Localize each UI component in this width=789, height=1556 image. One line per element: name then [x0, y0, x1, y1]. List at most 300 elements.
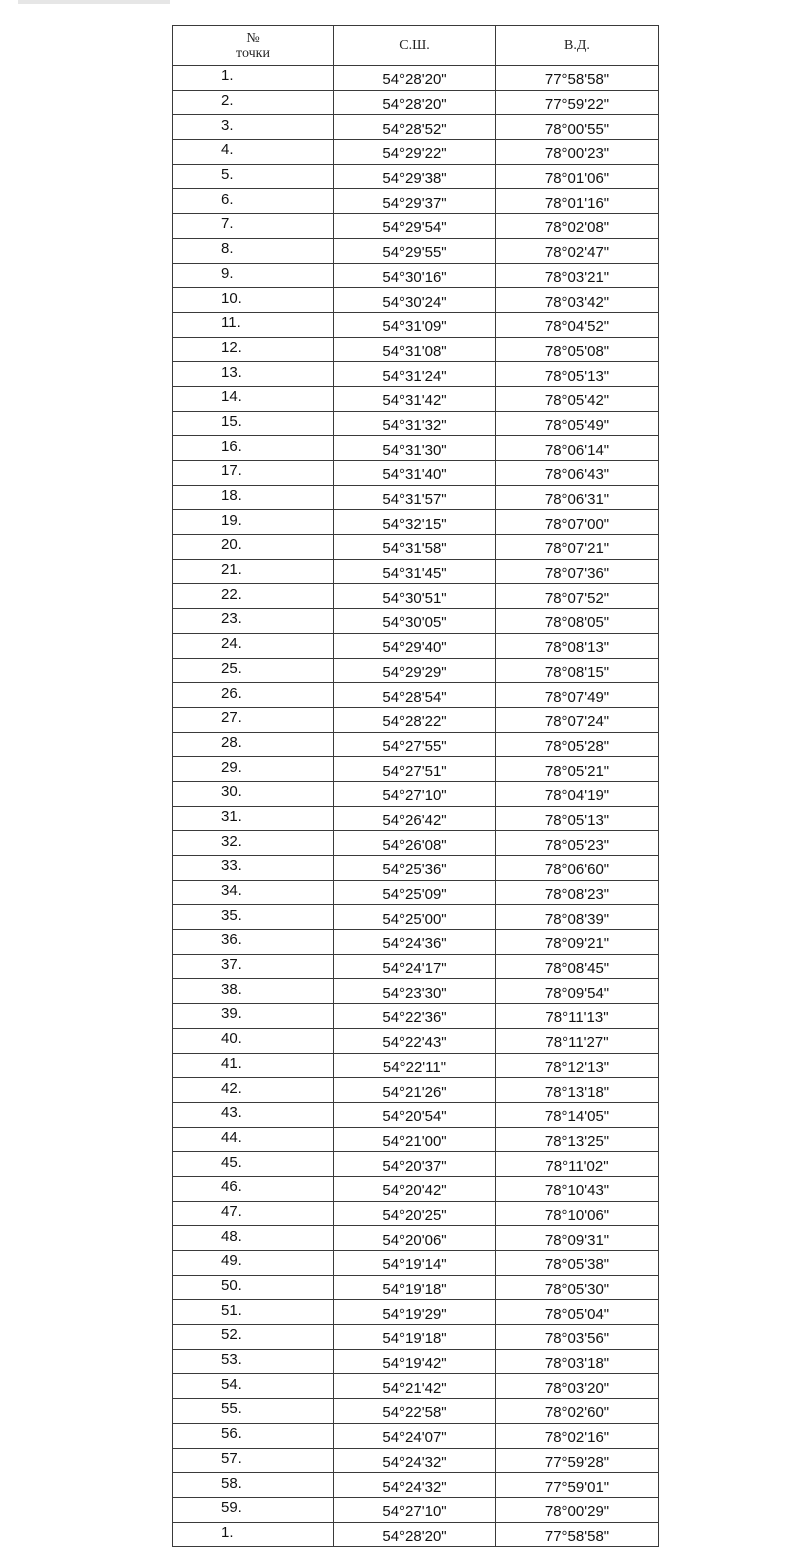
latitude-cell-text: 54°31'42" — [382, 392, 447, 410]
longitude-cell-text: 78°12'13" — [544, 1058, 610, 1076]
point-number-cell — [173, 485, 334, 510]
longitude-cell-text: 77°58'58" — [544, 1527, 610, 1545]
longitude-cell — [496, 707, 659, 732]
latitude-cell-text: 54°29'29" — [382, 663, 447, 681]
latitude-cell-text: 54°29'54" — [382, 219, 447, 237]
latitude-cell-text: 54°20'54" — [382, 1108, 447, 1126]
longitude-cell — [496, 757, 659, 782]
latitude-cell — [334, 1522, 496, 1547]
point-number-cell — [173, 757, 334, 782]
table-row — [173, 362, 659, 387]
latitude-cell — [334, 880, 496, 905]
table-row — [173, 905, 659, 930]
table-row — [173, 1251, 659, 1276]
latitude-cell — [334, 584, 496, 609]
latitude-cell-text: 54°28'54" — [382, 688, 447, 706]
point-number-cell — [173, 1399, 334, 1424]
point-number-cell — [173, 1275, 334, 1300]
point-number-cell — [173, 1102, 334, 1127]
latitude-cell — [334, 66, 496, 91]
longitude-cell-text: 78°08'15" — [544, 663, 610, 681]
longitude-cell — [496, 1399, 659, 1424]
table-row — [173, 1201, 659, 1226]
latitude-cell — [334, 337, 496, 362]
longitude-cell-text: 78°02'60" — [544, 1404, 610, 1422]
latitude-cell — [334, 658, 496, 683]
longitude-cell — [496, 683, 659, 708]
point-number-cell-text: 55. — [221, 1400, 242, 1418]
latitude-cell-text: 54°19'42" — [382, 1355, 447, 1373]
point-number-cell — [173, 1251, 334, 1276]
latitude-cell — [334, 535, 496, 560]
longitude-cell-text: 78°10'43" — [544, 1182, 610, 1200]
longitude-cell — [496, 732, 659, 757]
latitude-cell — [334, 115, 496, 140]
latitude-cell — [334, 559, 496, 584]
point-number-cell — [173, 1448, 334, 1473]
longitude-cell — [496, 856, 659, 881]
table-row — [173, 263, 659, 288]
longitude-cell-text: 78°06'31" — [544, 491, 610, 509]
latitude-cell-text: 54°29'55" — [382, 244, 447, 262]
latitude-cell-text: 54°31'40" — [382, 466, 447, 484]
longitude-cell-text: 78°08'39" — [544, 910, 610, 928]
latitude-cell — [334, 510, 496, 535]
table-row — [173, 781, 659, 806]
point-number-cell-text: 5. — [221, 166, 234, 184]
point-number-cell-text: 43. — [221, 1104, 242, 1122]
point-number-cell — [173, 510, 334, 535]
point-number-cell — [173, 535, 334, 560]
longitude-cell-text: 78°07'21" — [544, 540, 610, 558]
point-number-cell-text: 34. — [221, 882, 242, 900]
latitude-cell — [334, 1201, 496, 1226]
latitude-cell-text: 54°24'07" — [382, 1429, 447, 1447]
latitude-cell — [334, 1004, 496, 1029]
latitude-cell — [334, 1325, 496, 1350]
longitude-cell-text: 78°07'49" — [544, 688, 610, 706]
point-number-cell-text: 58. — [221, 1474, 242, 1492]
longitude-cell-text: 78°05'23" — [544, 836, 610, 854]
latitude-cell-text: 54°21'42" — [382, 1379, 447, 1397]
table-row — [173, 1423, 659, 1448]
latitude-cell-text: 54°29'40" — [382, 639, 447, 657]
longitude-cell — [496, 658, 659, 683]
point-number-cell — [173, 1325, 334, 1350]
table-row — [173, 1226, 659, 1251]
latitude-cell — [334, 263, 496, 288]
longitude-cell — [496, 880, 659, 905]
longitude-cell — [496, 189, 659, 214]
point-number-cell — [173, 979, 334, 1004]
longitude-cell-text: 78°08'05" — [544, 614, 610, 632]
latitude-cell-text: 54°30'16" — [382, 268, 447, 286]
longitude-cell-text: 78°07'00" — [544, 515, 610, 533]
longitude-cell — [496, 1349, 659, 1374]
point-number-cell-text: 30. — [221, 783, 242, 801]
longitude-cell — [496, 1448, 659, 1473]
point-number-cell-text: 1. — [221, 67, 234, 85]
point-number-cell-text: 18. — [221, 487, 242, 505]
point-number-cell-text: 51. — [221, 1301, 242, 1319]
point-number-cell-text: 38. — [221, 980, 242, 998]
point-number-cell-text: 48. — [221, 1227, 242, 1245]
longitude-cell — [496, 930, 659, 955]
latitude-cell — [334, 1102, 496, 1127]
point-number-cell-text: 2. — [221, 92, 234, 110]
table-row — [173, 164, 659, 189]
point-number-cell — [173, 880, 334, 905]
longitude-cell — [496, 584, 659, 609]
latitude-cell — [334, 411, 496, 436]
latitude-cell-text: 54°22'11" — [382, 1058, 447, 1076]
longitude-cell — [496, 831, 659, 856]
longitude-cell — [496, 1102, 659, 1127]
longitude-cell-text: 78°05'28" — [544, 737, 610, 755]
point-number-cell-text: 33. — [221, 857, 242, 875]
point-number-cell-text: 39. — [221, 1005, 242, 1023]
longitude-cell-text: 78°03'18" — [544, 1355, 610, 1373]
point-number-cell — [173, 609, 334, 634]
latitude-cell — [334, 164, 496, 189]
latitude-cell-text: 54°28'52" — [382, 120, 447, 138]
longitude-cell — [496, 115, 659, 140]
latitude-cell-text: 54°28'20" — [382, 1527, 447, 1545]
longitude-cell-text: 78°02'08" — [544, 219, 610, 237]
point-number-cell — [173, 1152, 334, 1177]
longitude-cell — [496, 905, 659, 930]
point-number-cell — [173, 386, 334, 411]
point-number-cell — [173, 1300, 334, 1325]
longitude-cell-text: 77°58'58" — [544, 71, 610, 89]
table-row — [173, 1275, 659, 1300]
longitude-cell — [496, 1374, 659, 1399]
point-number-cell-text: 12. — [221, 338, 242, 356]
table-row — [173, 1004, 659, 1029]
point-number-cell — [173, 1028, 334, 1053]
longitude-cell — [496, 1522, 659, 1547]
latitude-cell-text: 54°20'42" — [382, 1182, 447, 1200]
point-number-cell — [173, 1497, 334, 1522]
longitude-cell-text: 78°00'23" — [544, 145, 610, 163]
longitude-cell — [496, 461, 659, 486]
point-number-cell — [173, 683, 334, 708]
latitude-cell — [334, 1448, 496, 1473]
longitude-cell-text: 78°03'20" — [544, 1379, 610, 1397]
longitude-cell-text: 78°04'52" — [544, 318, 610, 336]
point-number-cell — [173, 658, 334, 683]
latitude-cell-text: 54°31'24" — [382, 367, 447, 385]
point-number-cell-text: 26. — [221, 684, 242, 702]
point-number-cell — [173, 806, 334, 831]
point-number-cell-text: 36. — [221, 931, 242, 949]
longitude-cell-text: 78°08'45" — [544, 960, 610, 978]
longitude-cell — [496, 1423, 659, 1448]
table-row — [173, 757, 659, 782]
latitude-cell-text: 54°30'05" — [382, 614, 447, 632]
latitude-cell — [334, 609, 496, 634]
latitude-cell-text: 54°28'22" — [382, 713, 447, 731]
longitude-cell — [496, 1325, 659, 1350]
latitude-cell — [334, 856, 496, 881]
point-number-cell — [173, 1201, 334, 1226]
longitude-cell-text: 78°04'19" — [544, 787, 610, 805]
point-number-cell-text: 44. — [221, 1128, 242, 1146]
point-number-cell — [173, 954, 334, 979]
table-row — [173, 856, 659, 881]
table-row — [173, 485, 659, 510]
longitude-cell — [496, 535, 659, 560]
latitude-cell-text: 54°29'37" — [382, 194, 447, 212]
point-number-cell — [173, 436, 334, 461]
latitude-cell-text: 54°31'45" — [382, 565, 447, 583]
point-number-cell — [173, 633, 334, 658]
point-number-cell — [173, 214, 334, 239]
latitude-cell — [334, 1078, 496, 1103]
longitude-cell — [496, 1127, 659, 1152]
longitude-cell-text: 78°02'47" — [544, 244, 610, 262]
table-row — [173, 954, 659, 979]
latitude-cell — [334, 485, 496, 510]
longitude-cell-text: 78°14'05" — [544, 1108, 610, 1126]
point-number-cell — [173, 1176, 334, 1201]
longitude-cell — [496, 436, 659, 461]
latitude-cell — [334, 683, 496, 708]
latitude-cell-text: 54°21'00" — [382, 1132, 447, 1150]
latitude-cell — [334, 905, 496, 930]
point-number-cell — [173, 411, 334, 436]
point-number-cell-text: 27. — [221, 709, 242, 727]
point-number-cell — [173, 1522, 334, 1547]
point-number-cell — [173, 337, 334, 362]
longitude-cell — [496, 979, 659, 1004]
point-number-cell — [173, 1053, 334, 1078]
point-number-cell-text: 8. — [221, 240, 234, 258]
longitude-cell-text: 78°07'24" — [544, 713, 610, 731]
latitude-cell — [334, 1399, 496, 1424]
latitude-cell-text: 54°31'30" — [382, 441, 447, 459]
latitude-cell — [334, 954, 496, 979]
latitude-cell-text: 54°31'32" — [382, 416, 447, 434]
longitude-cell-text: 78°06'43" — [544, 466, 610, 484]
longitude-cell-text: 78°05'38" — [544, 1256, 610, 1274]
latitude-cell-text: 54°19'18" — [382, 1330, 447, 1348]
latitude-cell — [334, 1176, 496, 1201]
latitude-cell — [334, 1349, 496, 1374]
point-number-cell-text: 25. — [221, 659, 242, 677]
latitude-cell-text: 54°27'10" — [382, 1503, 447, 1521]
point-number-cell — [173, 164, 334, 189]
table-row — [173, 510, 659, 535]
longitude-cell — [496, 1028, 659, 1053]
latitude-cell-text: 54°22'36" — [382, 1009, 447, 1027]
table-row — [173, 1497, 659, 1522]
point-number-cell — [173, 930, 334, 955]
table-row — [173, 411, 659, 436]
table-row — [173, 979, 659, 1004]
table-row — [173, 1028, 659, 1053]
longitude-cell — [496, 1176, 659, 1201]
longitude-cell-text: 78°03'56" — [544, 1330, 610, 1348]
latitude-cell — [334, 1497, 496, 1522]
latitude-cell — [334, 238, 496, 263]
longitude-cell-text: 78°02'16" — [544, 1429, 610, 1447]
latitude-cell — [334, 1300, 496, 1325]
latitude-cell — [334, 140, 496, 165]
table-row — [173, 115, 659, 140]
longitude-cell-text: 78°03'42" — [544, 293, 610, 311]
latitude-cell-text: 54°29'22" — [382, 145, 447, 163]
longitude-cell-text: 78°08'13" — [544, 639, 610, 657]
latitude-cell-text: 54°24'32" — [382, 1453, 447, 1471]
longitude-cell-text: 78°07'36" — [544, 565, 610, 583]
latitude-cell — [334, 781, 496, 806]
table-row — [173, 1176, 659, 1201]
latitude-cell — [334, 362, 496, 387]
point-number-cell — [173, 288, 334, 313]
table-row — [173, 1349, 659, 1374]
point-number-cell — [173, 263, 334, 288]
latitude-cell-text: 54°20'06" — [382, 1231, 447, 1249]
longitude-cell — [496, 1251, 659, 1276]
point-number-cell — [173, 856, 334, 881]
longitude-cell — [496, 263, 659, 288]
point-number-cell — [173, 831, 334, 856]
table-row — [173, 189, 659, 214]
latitude-cell — [334, 732, 496, 757]
table-row — [173, 90, 659, 115]
longitude-cell-text: 78°06'60" — [544, 861, 610, 879]
point-number-cell — [173, 1349, 334, 1374]
table-row — [173, 806, 659, 831]
table-row — [173, 66, 659, 91]
latitude-cell-text: 54°22'43" — [382, 1034, 447, 1052]
table-row — [173, 584, 659, 609]
latitude-cell — [334, 1152, 496, 1177]
point-number-cell — [173, 66, 334, 91]
latitude-cell-text: 54°28'20" — [382, 71, 447, 89]
longitude-cell-text: 78°05'13" — [544, 811, 610, 829]
longitude-cell — [496, 1004, 659, 1029]
point-number-cell-text: 13. — [221, 363, 242, 381]
longitude-cell — [496, 1300, 659, 1325]
latitude-cell-text: 54°19'14" — [382, 1256, 447, 1274]
latitude-cell — [334, 1127, 496, 1152]
point-number-cell-text: 16. — [221, 437, 242, 455]
table-row — [173, 461, 659, 486]
table-row — [173, 1448, 659, 1473]
longitude-cell — [496, 164, 659, 189]
table-row — [173, 609, 659, 634]
longitude-cell — [496, 1497, 659, 1522]
latitude-cell-text: 54°32'15" — [382, 515, 447, 533]
point-number-cell-text: 19. — [221, 511, 242, 529]
table-row — [173, 140, 659, 165]
longitude-cell-text: 78°05'13" — [544, 367, 610, 385]
longitude-cell — [496, 362, 659, 387]
latitude-cell — [334, 979, 496, 1004]
longitude-cell-text: 78°05'21" — [544, 762, 610, 780]
table-row — [173, 1127, 659, 1152]
longitude-cell-text: 78°11'13" — [545, 1009, 609, 1027]
point-number-cell-text: 49. — [221, 1252, 242, 1270]
point-number-cell-text: 15. — [221, 412, 242, 430]
longitude-cell — [496, 633, 659, 658]
table-header-row — [173, 26, 659, 66]
longitude-cell — [496, 1201, 659, 1226]
longitude-cell-text: 78°11'27" — [545, 1034, 609, 1052]
point-number-cell-text: 41. — [221, 1054, 242, 1072]
latitude-cell — [334, 288, 496, 313]
latitude-cell-text: 54°25'00" — [382, 910, 447, 928]
latitude-cell-text: 54°28'20" — [382, 96, 447, 114]
point-number-cell — [173, 1226, 334, 1251]
longitude-cell — [496, 806, 659, 831]
longitude-cell-text: 78°10'06" — [544, 1206, 610, 1224]
longitude-cell — [496, 66, 659, 91]
longitude-cell-text: 78°13'18" — [544, 1083, 610, 1101]
latitude-cell — [334, 1251, 496, 1276]
cropped-text-fragment — [18, 0, 170, 4]
latitude-cell-text: 54°23'30" — [382, 984, 447, 1002]
table-row — [173, 1300, 659, 1325]
table-row — [173, 312, 659, 337]
point-number-cell-text: 17. — [221, 462, 242, 480]
longitude-cell — [496, 1152, 659, 1177]
table-row — [173, 880, 659, 905]
longitude-cell — [496, 140, 659, 165]
latitude-cell-text: 54°27'55" — [382, 737, 447, 755]
longitude-cell — [496, 485, 659, 510]
table-row — [173, 337, 659, 362]
latitude-cell — [334, 90, 496, 115]
longitude-cell — [496, 337, 659, 362]
table-row — [173, 1053, 659, 1078]
longitude-cell — [496, 954, 659, 979]
latitude-cell-text: 54°31'08" — [382, 342, 447, 360]
latitude-cell-text: 54°30'24" — [382, 293, 447, 311]
table-row — [173, 1399, 659, 1424]
latitude-cell — [334, 461, 496, 486]
latitude-cell-text: 54°26'08" — [382, 836, 447, 854]
point-number-cell-text: 42. — [221, 1079, 242, 1097]
latitude-cell — [334, 831, 496, 856]
latitude-cell-text: 54°20'25" — [382, 1206, 447, 1224]
longitude-cell — [496, 312, 659, 337]
table-row — [173, 436, 659, 461]
table-row — [173, 732, 659, 757]
latitude-cell — [334, 1275, 496, 1300]
longitude-cell-text: 78°08'23" — [544, 886, 610, 904]
latitude-cell-text: 54°29'38" — [382, 170, 447, 188]
longitude-cell-text: 78°09'31" — [544, 1231, 610, 1249]
point-number-cell-text: 31. — [221, 807, 242, 825]
point-number-cell — [173, 90, 334, 115]
latitude-cell — [334, 930, 496, 955]
longitude-cell — [496, 90, 659, 115]
latitude-cell — [334, 1226, 496, 1251]
latitude-cell-text: 54°30'51" — [382, 589, 447, 607]
table-row — [173, 930, 659, 955]
point-number-cell-text: 45. — [221, 1153, 242, 1171]
longitude-cell — [496, 1275, 659, 1300]
point-number-cell-text: 10. — [221, 289, 242, 307]
longitude-cell — [496, 781, 659, 806]
latitude-cell — [334, 436, 496, 461]
point-number-header — [173, 26, 334, 66]
table-row — [173, 707, 659, 732]
point-number-cell-text: 7. — [221, 215, 234, 233]
